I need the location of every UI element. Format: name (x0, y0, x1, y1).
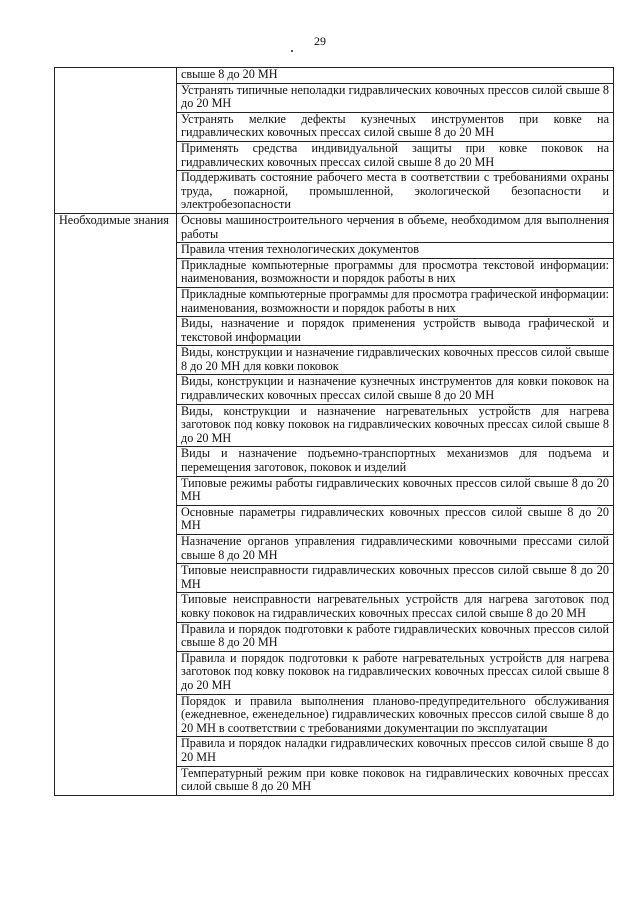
table-cell: Прикладные компьютерные программы для просмотра графической информации: наименования, возможности и порядок работы в них (177, 287, 614, 316)
table-cell: Основные параметры гидравлических ковочных прессов силой свыше 8 до 20 МН (177, 505, 614, 534)
page-number: 29 (314, 34, 326, 48)
table-cell: Порядок и правила выполнения планово-предупредительного обслуживания (ежедневное, еженедельное) гидравлических ковочных прессов силой свыше 8 до 20 МН в соответствии с требованиями документации по эксплуатации (177, 694, 614, 737)
table-cell: Правила чтения технологических документов (177, 243, 614, 259)
table-row (55, 68, 614, 84)
table-cell: Виды, конструкции и назначение нагревательных устройств для нагрева заготовок под ковку поковок на гидравлических ковочных прессах силой свыше 8 до 20 МН (177, 404, 614, 447)
requirements-table (54, 67, 614, 796)
table-cell: Правила и порядок подготовки к работе гидравлических ковочных прессов силой свыше 8 до 20 МН (177, 622, 614, 651)
skills-label-cell (55, 68, 177, 214)
table-cell: Прикладные компьютерные программы для просмотра текстовой информации: наименования, возможности и порядок работы в них (177, 258, 614, 287)
table-cell: Правила и порядок подготовки к работе нагревательных устройств для нагрева заготовок под ковку поковок на гидравлических ковочных прессах силой свыше 8 до 20 МН (177, 651, 614, 694)
table-cell: Правила и порядок наладки гидравлических ковочных прессов силой свыше 8 до 20 МН (177, 737, 614, 766)
table-cell: Температурный режим при ковке поковок на гидравлических ковочных прессах силой свыше 8 до 20 МН (177, 766, 614, 795)
table-cell: Виды, конструкции и назначение гидравлических ковочных прессов силой свыше 8 до 20 МН для ковки поковок (177, 346, 614, 375)
table-cell: Типовые неисправности нагревательных устройств для нагрева заготовок под ковку поковок на гидравлических ковочных прессах силой свыше 8 до 20 МН (177, 593, 614, 622)
table-cell: Типовые неисправности гидравлических ковочных прессов силой свыше 8 до 20 МН (177, 564, 614, 593)
table-cell: Применять средства индивидуальной защиты при ковке поковок на гидравлических ковочных прессах силой свыше 8 до 20 МН (177, 141, 614, 170)
table-cell: Виды, конструкции и назначение кузнечных инструментов для ковки поковок на гидравлических ковочных прессах силой свыше 8 до 20 МН (177, 375, 614, 404)
table-cell: Виды, назначение и порядок применения устройств вывода графической и текстовой информации (177, 317, 614, 346)
scan-dot (291, 50, 293, 52)
table-row (55, 213, 614, 242)
table-cell: Устранять мелкие дефекты кузнечных инструментов при ковке на гидравлических ковочных прессах силой свыше 8 до 20 МН (177, 112, 614, 141)
knowledge-label: Необходимые знания (55, 213, 177, 795)
table-cell: Основы машиностроительного черчения в объеме, необходимом для выполнения работы (177, 213, 614, 242)
table-cell: Поддерживать состояние рабочего места в соответствии с требованиями охраны труда, пожарной, промышленной, экологической безопасности и электробезопасности (177, 171, 614, 214)
table-cell: свыше 8 до 20 МН (177, 68, 614, 84)
table-cell: Устранять типичные неполадки гидравлических ковочных прессов силой свыше 8 до 20 МН (177, 83, 614, 112)
table-cell: Виды и назначение подъемно-транспортных механизмов для подъема и перемещения заготовок, поковок и изделий (177, 447, 614, 476)
table-cell: Типовые режимы работы гидравлических ковочных прессов силой свыше 8 до 20 МН (177, 476, 614, 505)
table-cell: Назначение органов управления гидравлическими ковочными прессами силой свыше 8 до 20 МН (177, 535, 614, 564)
